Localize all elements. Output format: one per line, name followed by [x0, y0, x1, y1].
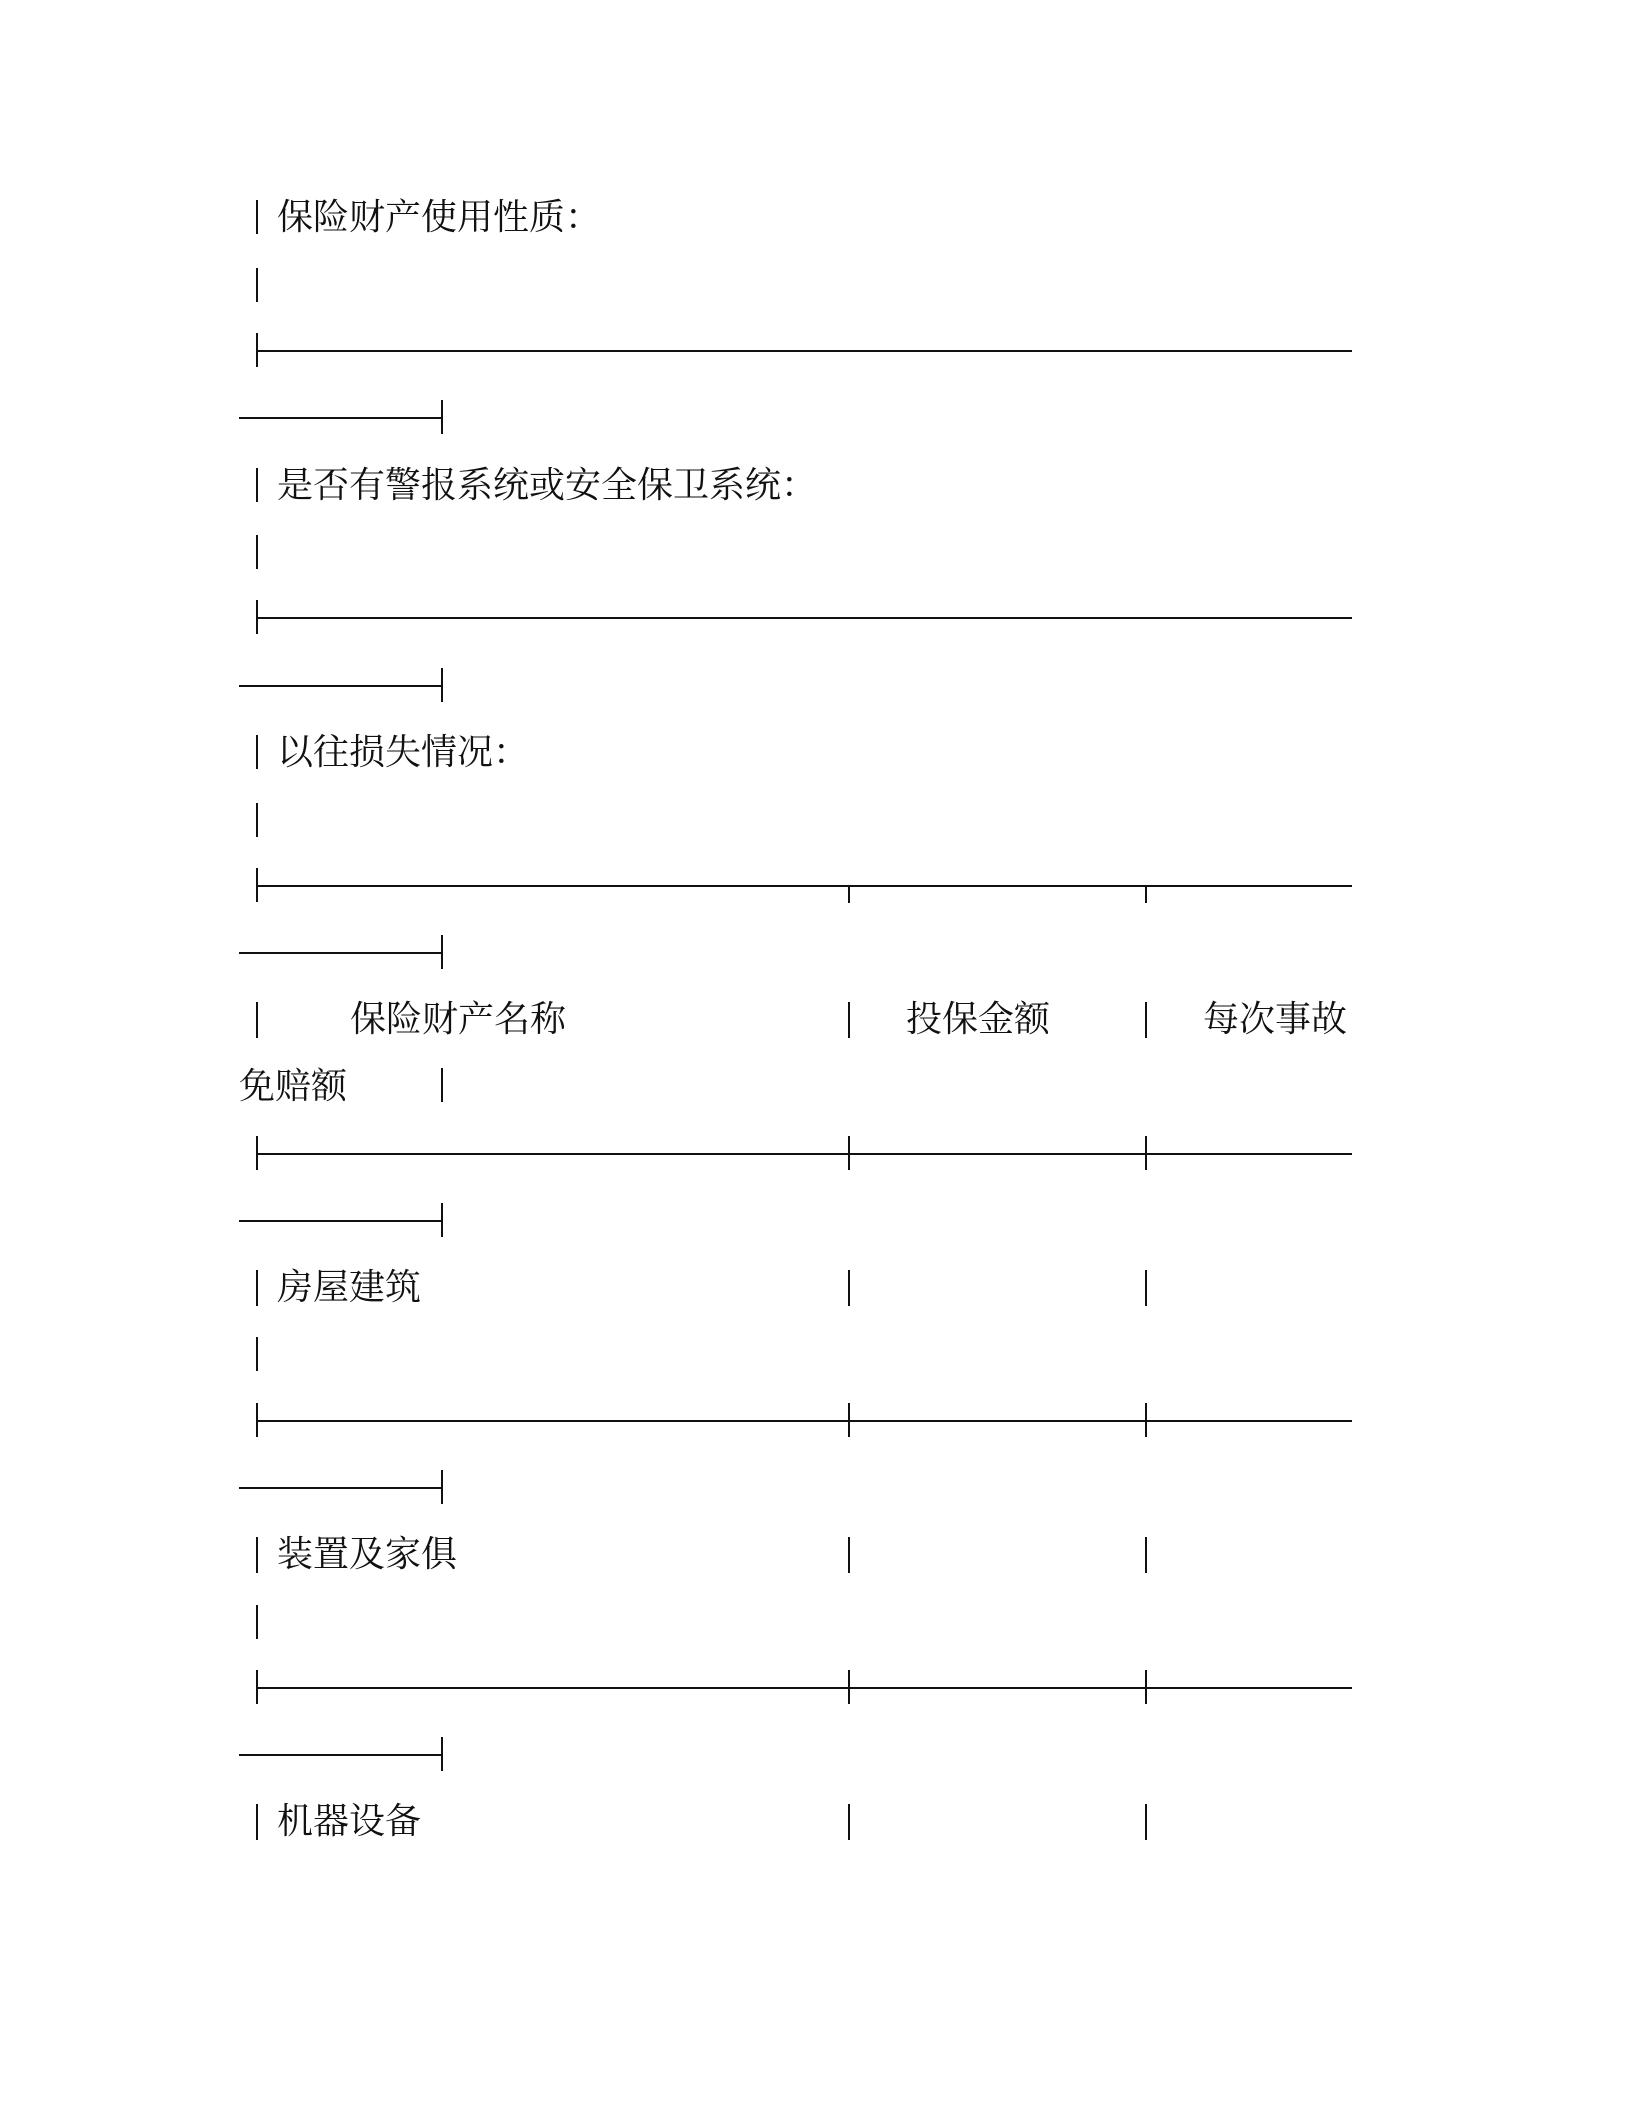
row-end-tick: [441, 668, 443, 702]
column-tick: [848, 1002, 850, 1038]
row-end-tick: [441, 1737, 443, 1771]
column-tick: [1145, 887, 1147, 903]
column-tick: [1145, 1270, 1147, 1306]
row-left-tick: [256, 1270, 258, 1306]
table-rule: [258, 1153, 1352, 1155]
column-tick: [1145, 1804, 1147, 1840]
row-left-tick: [256, 333, 258, 367]
row-left-tick: [256, 1403, 258, 1437]
column-tick: [848, 1537, 850, 1573]
row-left-tick: [256, 1537, 258, 1573]
header-deductible-part1: 每次事故: [1203, 999, 1348, 1040]
row-left-tick: [256, 200, 258, 234]
row-left-tick: [256, 1804, 258, 1840]
column-tick: [848, 1403, 850, 1437]
row-left-tick: [256, 1670, 258, 1704]
loss-history-label: 以往损失情况：: [277, 732, 530, 773]
section-rule: [258, 350, 1352, 352]
section-rule-short: [239, 417, 442, 419]
column-tick: [848, 1136, 850, 1170]
table-rule: [258, 1687, 1352, 1689]
row-left-tick: [256, 1337, 258, 1371]
row-left-tick: [256, 600, 258, 634]
section-rule: [258, 617, 1352, 619]
section-rule-short: [239, 685, 442, 687]
column-tick: [1145, 1670, 1147, 1704]
table-rule-short: [239, 1754, 442, 1756]
table-rule-short: [239, 1487, 442, 1489]
row-left-tick: [256, 268, 258, 302]
row-left-tick: [256, 1605, 258, 1639]
table-top-rule: [258, 885, 1352, 887]
header-name: 保险财产名称: [350, 999, 567, 1040]
row-left-tick: [256, 735, 258, 769]
row-end-tick: [441, 1203, 443, 1237]
alarm-label: 是否有警报系统或安全保卫系统：: [277, 465, 818, 506]
row-left-tick: [256, 468, 258, 502]
column-tick: [1145, 1537, 1147, 1573]
column-tick: [848, 1270, 850, 1306]
table-rule: [258, 1420, 1352, 1422]
table-row-label: 机器设备: [277, 1801, 422, 1842]
row-left-tick: [256, 1136, 258, 1170]
row-end-tick: [441, 400, 443, 434]
column-tick: [848, 1804, 850, 1840]
row-end-tick: [441, 1470, 443, 1504]
table-row-label: 装置及家俱: [277, 1534, 458, 1575]
table-rule-short: [239, 1220, 442, 1222]
row-left-tick: [256, 535, 258, 569]
column-tick: [1145, 1136, 1147, 1170]
row-left-tick: [256, 1002, 258, 1038]
column-tick: [848, 887, 850, 903]
section-rule-short: [239, 952, 442, 954]
row-end-tick: [441, 935, 443, 969]
row-end-tick: [441, 1068, 443, 1102]
usage-label: 保险财产使用性质：: [277, 197, 602, 238]
row-left-tick: [256, 868, 258, 902]
header-amount: 投保金额: [906, 999, 1051, 1040]
column-tick: [1145, 1403, 1147, 1437]
column-tick: [848, 1670, 850, 1704]
row-left-tick: [256, 803, 258, 837]
column-tick: [1145, 1002, 1147, 1038]
header-deductible-part2: 免赔额: [239, 1066, 348, 1107]
table-row-label: 房屋建筑: [277, 1267, 422, 1308]
